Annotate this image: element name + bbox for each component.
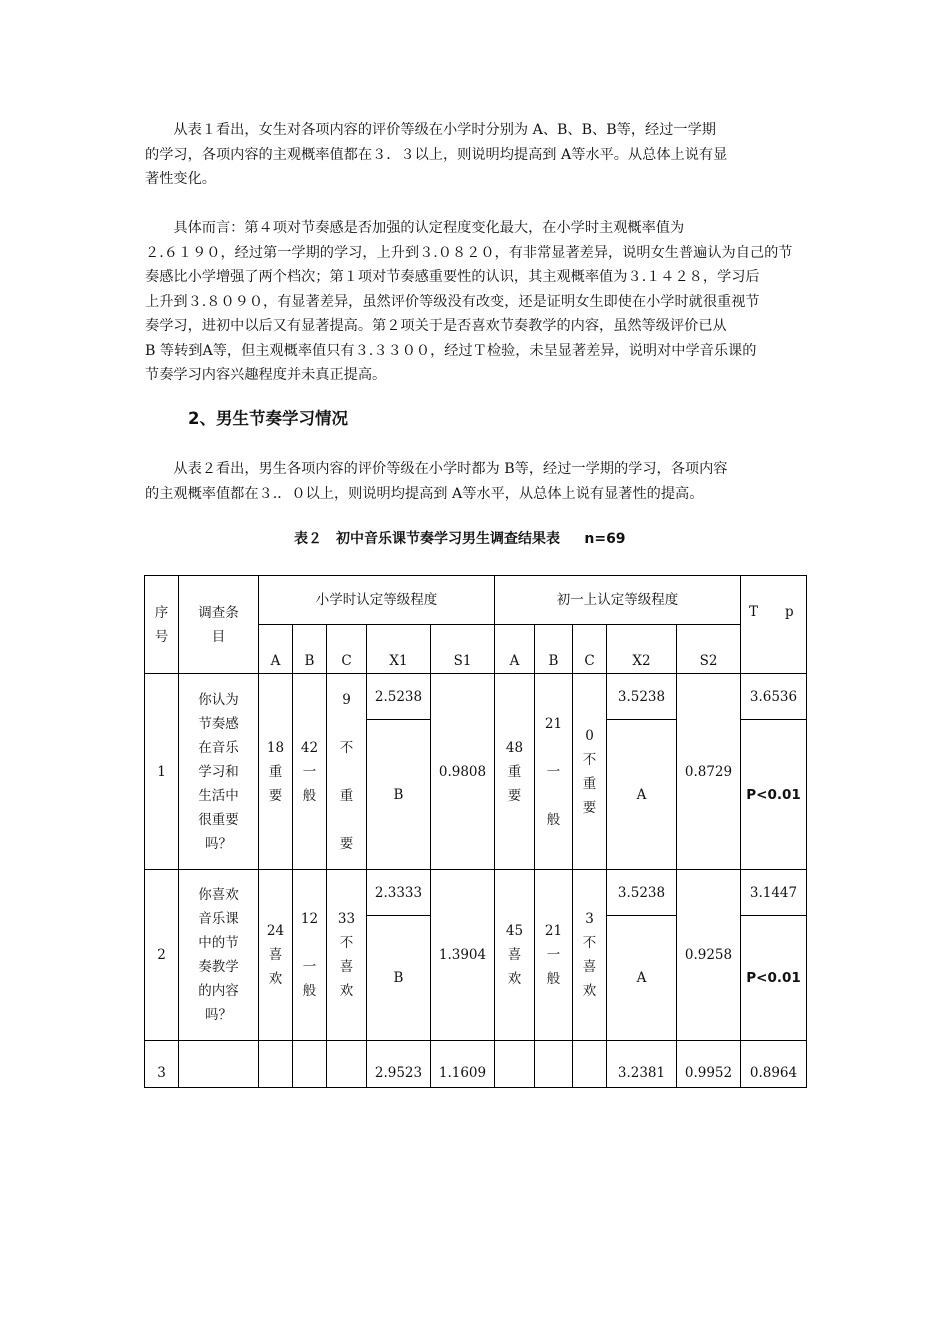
count-cell: 18 重 要: [259, 674, 293, 870]
text-line: 的学习，各项内容的主观概率值都在３．３以上，则说明均提高到 A等水平。从总体上说有显: [145, 146, 728, 163]
table-header-row: [145, 576, 807, 625]
subheader-cell: A: [495, 625, 535, 674]
row-seq: 2: [145, 870, 179, 1041]
row-seq: 3: [145, 1041, 179, 1088]
mean-cell: 3.2381: [607, 1041, 677, 1088]
count-cell: [259, 1041, 293, 1088]
p-value-cell: P<0.01: [741, 916, 807, 1041]
count-cell: [495, 1041, 535, 1088]
grade-cell: A: [607, 916, 677, 1041]
table-row: [145, 674, 807, 720]
text-line: 从表２看出，男生各项内容的评价等级在小学时都为 B等，经过一学期的学习，各项内容: [145, 461, 728, 477]
subheader-cell: C: [573, 625, 607, 674]
text-line: 节奏学习内容兴趣程度并未真正提高。: [145, 367, 387, 383]
section-heading: 2、男生节奏学习情况: [188, 409, 348, 428]
count-cell: [573, 1041, 607, 1088]
text-line: 奏学习，进初中以后又有显著提高。第２项关于是否喜欢节奏教学的内容，虽然等级评价已从: [145, 318, 727, 334]
row-seq: 1: [145, 674, 179, 870]
count-cell: 9 不 重 要: [327, 674, 367, 870]
count-cell: 21 一 般: [535, 674, 573, 870]
sd-cell: 0.9952: [677, 1041, 741, 1088]
survey-table: [144, 575, 807, 1088]
p-value-cell: P<0.01: [741, 720, 807, 870]
count-cell: 12 一 般: [293, 870, 327, 1041]
count-cell: 48 重 要: [495, 674, 535, 870]
text-line: ２.６１９０，经过第一学期的学习，上升到３.０８２０，有非常显著差异，说明女生普遍认为自己的节: [145, 244, 793, 261]
header-seq: 序 号: [145, 576, 179, 674]
text-line: B 等转到A等，但主观概率值只有３.３３００，经过Ｔ检验，未呈显著差异，说明对中学音乐课的: [145, 342, 757, 359]
paragraph-1: [145, 118, 808, 192]
grade-cell: A: [607, 720, 677, 870]
row-item: 你认为 节奏感 在音乐 学习和 生活中 很重要 吗？: [179, 674, 259, 870]
sd-cell: 1.3904: [431, 870, 495, 1041]
subheader-cell: A: [259, 625, 293, 674]
mean-cell: 2.3333: [367, 870, 431, 916]
text-line: 的主观概率值都在３.．０以上，则说明均提高到 A等水平，从总体上说有显著性的提高。: [145, 485, 704, 502]
text-line: 从表１看出，女生对各项内容的评价等级在小学时分别为 A、B、B、B等，经过一学期: [145, 122, 716, 138]
subheader-cell: B: [293, 625, 327, 674]
t-value-cell: 3.6536: [741, 674, 807, 720]
sd-cell: 0.9808: [431, 674, 495, 870]
sd-cell: 0.9258: [677, 870, 741, 1041]
count-cell: 33 不 喜 欢: [327, 870, 367, 1041]
mean-cell: 3.5238: [607, 674, 677, 720]
subheader-cell: B: [535, 625, 573, 674]
text-line: 奏感比小学增强了两个档次；第１项对节奏感重要性的认识，其主观概率值为３.１４２８，学习后: [145, 269, 760, 285]
t-value-cell: 0.8964: [741, 1041, 807, 1088]
grade-cell: B: [367, 916, 431, 1041]
subheader-cell: C: [327, 625, 367, 674]
t-value-cell: 3.1447: [741, 870, 807, 916]
row-item: [179, 1041, 259, 1088]
mean-cell: 2.5238: [367, 674, 431, 720]
row-item: 你喜欢 音乐课 中的节 奏教学 的内容 吗？: [179, 870, 259, 1041]
subheader-cell: X2: [607, 625, 677, 674]
count-cell: 24 喜 欢: [259, 870, 293, 1041]
subheader-cell: S1: [431, 625, 495, 674]
count-cell: 0 不 重 要: [573, 674, 607, 870]
mean-cell: 2.9523: [367, 1041, 431, 1088]
text-line: 著性变化。: [145, 171, 216, 187]
text-line: 上升到３.８０９０，有显著差异，虽然评价等级没有改变，还是证明女生即使在小学时就很重视节: [145, 293, 760, 310]
count-cell: 42 一 般: [293, 674, 327, 870]
header-item: 调查条 目: [179, 576, 259, 674]
count-cell: [327, 1041, 367, 1088]
subheader-cell: S2: [677, 625, 741, 674]
subheader-cell: X1: [367, 625, 431, 674]
count-cell: [535, 1041, 573, 1088]
count-cell: 21 一 般: [535, 870, 573, 1041]
table-row: [145, 1041, 807, 1088]
paragraph-2: [145, 216, 808, 388]
paragraph-3: [145, 457, 808, 506]
sd-cell: 1.1609: [431, 1041, 495, 1088]
count-cell: [293, 1041, 327, 1088]
sd-cell: 0.8729: [677, 674, 741, 870]
header-primary-level: 小学时认定等级程度: [259, 576, 495, 625]
grade-cell: B: [367, 720, 431, 870]
table-row: [145, 870, 807, 916]
mean-cell: 3.5238: [607, 870, 677, 916]
header-tp: T p: [741, 576, 807, 674]
header-junior-level: 初一上认定等级程度: [495, 576, 741, 625]
count-cell: 45 喜 欢: [495, 870, 535, 1041]
count-cell: 3 不 喜 欢: [573, 870, 607, 1041]
text-line: 具体而言：第４项对节奏感是否加强的认定程度变化最大，在小学时主观概率值为: [145, 220, 685, 236]
table-caption: 表２ 初中音乐课节奏学习男生调查结果表 n=69: [294, 531, 626, 547]
